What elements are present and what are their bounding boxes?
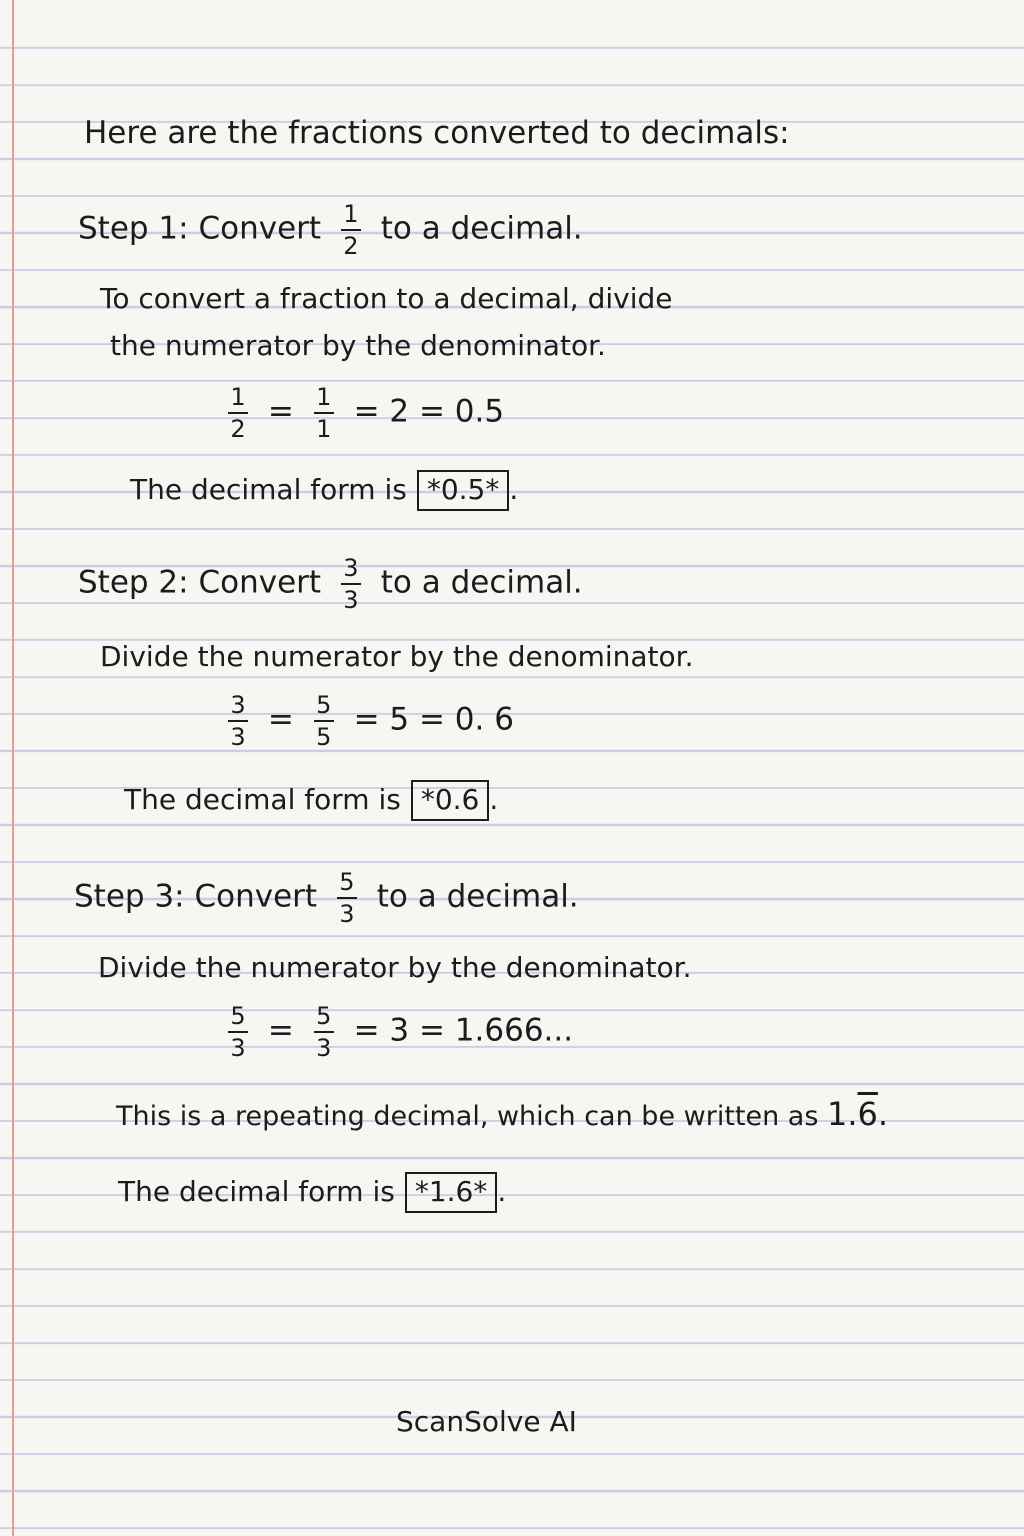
- step2-answer: [124, 780, 498, 821]
- step3-eq-f2-numerator: 5: [316, 1002, 332, 1030]
- step3-explain: Divide the numerator by the denominator.: [98, 951, 692, 984]
- step2-eq-f1-numerator: 3: [230, 691, 246, 719]
- footer-brand: ScanSolve AI: [396, 1405, 577, 1438]
- step3-eq-fraction2: [314, 1004, 334, 1060]
- intro-text: Here are the fractions converted to decimals:: [84, 115, 790, 151]
- step1-eq-f1-denominator: 2: [230, 415, 246, 443]
- step2-heading-before: Step 2: Convert: [78, 564, 322, 601]
- fraction-bar: [314, 720, 334, 722]
- step3-eq-fraction1: [228, 1004, 248, 1060]
- step1-explain-line1: To convert a fraction to a decimal, divide: [100, 282, 673, 315]
- fraction-bar: [314, 412, 334, 414]
- step2-heading-numerator: 3: [343, 554, 359, 582]
- step3-eq-f1-numerator: 5: [230, 1002, 246, 1030]
- step2-heading: [78, 556, 583, 612]
- step2-eq-f2-numerator: 5: [316, 691, 332, 719]
- step1-answer-prefix: The decimal form is: [130, 473, 407, 506]
- step1-eq-f2-numerator: 1: [316, 383, 332, 411]
- step2-equation: [218, 693, 514, 749]
- step1-heading-denominator: 2: [343, 232, 359, 260]
- step1-eq-fraction1: [228, 385, 248, 441]
- step3-repeat-value: [827, 1095, 888, 1133]
- step2-heading-fraction: [341, 556, 361, 612]
- step2-answer-suffix: .: [489, 783, 499, 816]
- step3-eq-rest: = 3 = 1.666...: [353, 1012, 574, 1049]
- step2-eq-f1-denominator: 3: [230, 723, 246, 751]
- step3-answer-prefix: The decimal form is: [118, 1175, 395, 1208]
- step1-heading: [78, 202, 583, 258]
- fraction-bar: [314, 1031, 334, 1033]
- step1-explain-line2: the numerator by the denominator.: [110, 329, 606, 362]
- step2-eq-f2-denominator: 5: [316, 723, 332, 751]
- fraction-bar: [337, 897, 357, 899]
- step1-answer-box: *0.5*: [417, 470, 510, 511]
- step1-eq-rest: = 2 = 0.5: [353, 393, 505, 430]
- step3-repeat-end: .: [877, 1095, 889, 1133]
- step2-eq-rest: = 5 = 0. 6: [353, 701, 514, 738]
- margin-line: [12, 0, 14, 1536]
- fraction-bar: [228, 412, 248, 414]
- step2-eq-op1: =: [267, 701, 294, 738]
- step3-repeating-note: [116, 1095, 889, 1133]
- step3-heading-fraction: [337, 870, 357, 926]
- step3-eq-f1-denominator: 3: [230, 1034, 246, 1062]
- step1-heading-after: to a decimal.: [380, 210, 583, 247]
- step3-heading: [74, 870, 579, 926]
- step2-eq-fraction1: [228, 693, 248, 749]
- step3-eq-op1: =: [267, 1012, 294, 1049]
- step3-answer: [118, 1172, 506, 1213]
- step1-eq-op1: =: [267, 393, 294, 430]
- step3-heading-after: to a decimal.: [376, 878, 579, 915]
- step2-explain: Divide the numerator by the denominator.: [100, 640, 694, 673]
- fraction-bar: [228, 1031, 248, 1033]
- step3-equation: [218, 1004, 573, 1060]
- step3-heading-numerator: 5: [339, 868, 355, 896]
- step1-heading-before: Step 1: Convert: [78, 210, 322, 247]
- fraction-bar: [341, 583, 361, 585]
- step3-heading-denominator: 3: [339, 900, 355, 928]
- step3-answer-suffix: .: [497, 1175, 507, 1208]
- step2-heading-after: to a decimal.: [380, 564, 583, 601]
- step3-repeat-digit: 6: [857, 1095, 878, 1133]
- fraction-bar: [341, 229, 361, 231]
- fraction-bar: [228, 720, 248, 722]
- step3-repeat-whole: 1.: [827, 1095, 858, 1133]
- step2-heading-denominator: 3: [343, 586, 359, 614]
- step3-answer-box: *1.6*: [405, 1172, 498, 1213]
- step1-heading-fraction: [341, 202, 361, 258]
- step1-eq-f2-denominator: 1: [316, 415, 332, 443]
- step1-eq-f1-numerator: 1: [230, 383, 246, 411]
- step3-eq-f2-denominator: 3: [316, 1034, 332, 1062]
- step1-answer-suffix: .: [509, 473, 519, 506]
- step1-answer: [130, 470, 518, 511]
- step3-heading-before: Step 3: Convert: [74, 878, 318, 915]
- step1-heading-numerator: 1: [343, 200, 359, 228]
- step1-equation: [218, 385, 504, 441]
- step3-repeat-text: This is a repeating decimal, which can be written as: [116, 1101, 819, 1132]
- step1-eq-fraction2: [314, 385, 334, 441]
- step2-answer-prefix: The decimal form is: [124, 783, 401, 816]
- step2-answer-box: *0.6: [411, 780, 490, 821]
- step2-eq-fraction2: [314, 693, 334, 749]
